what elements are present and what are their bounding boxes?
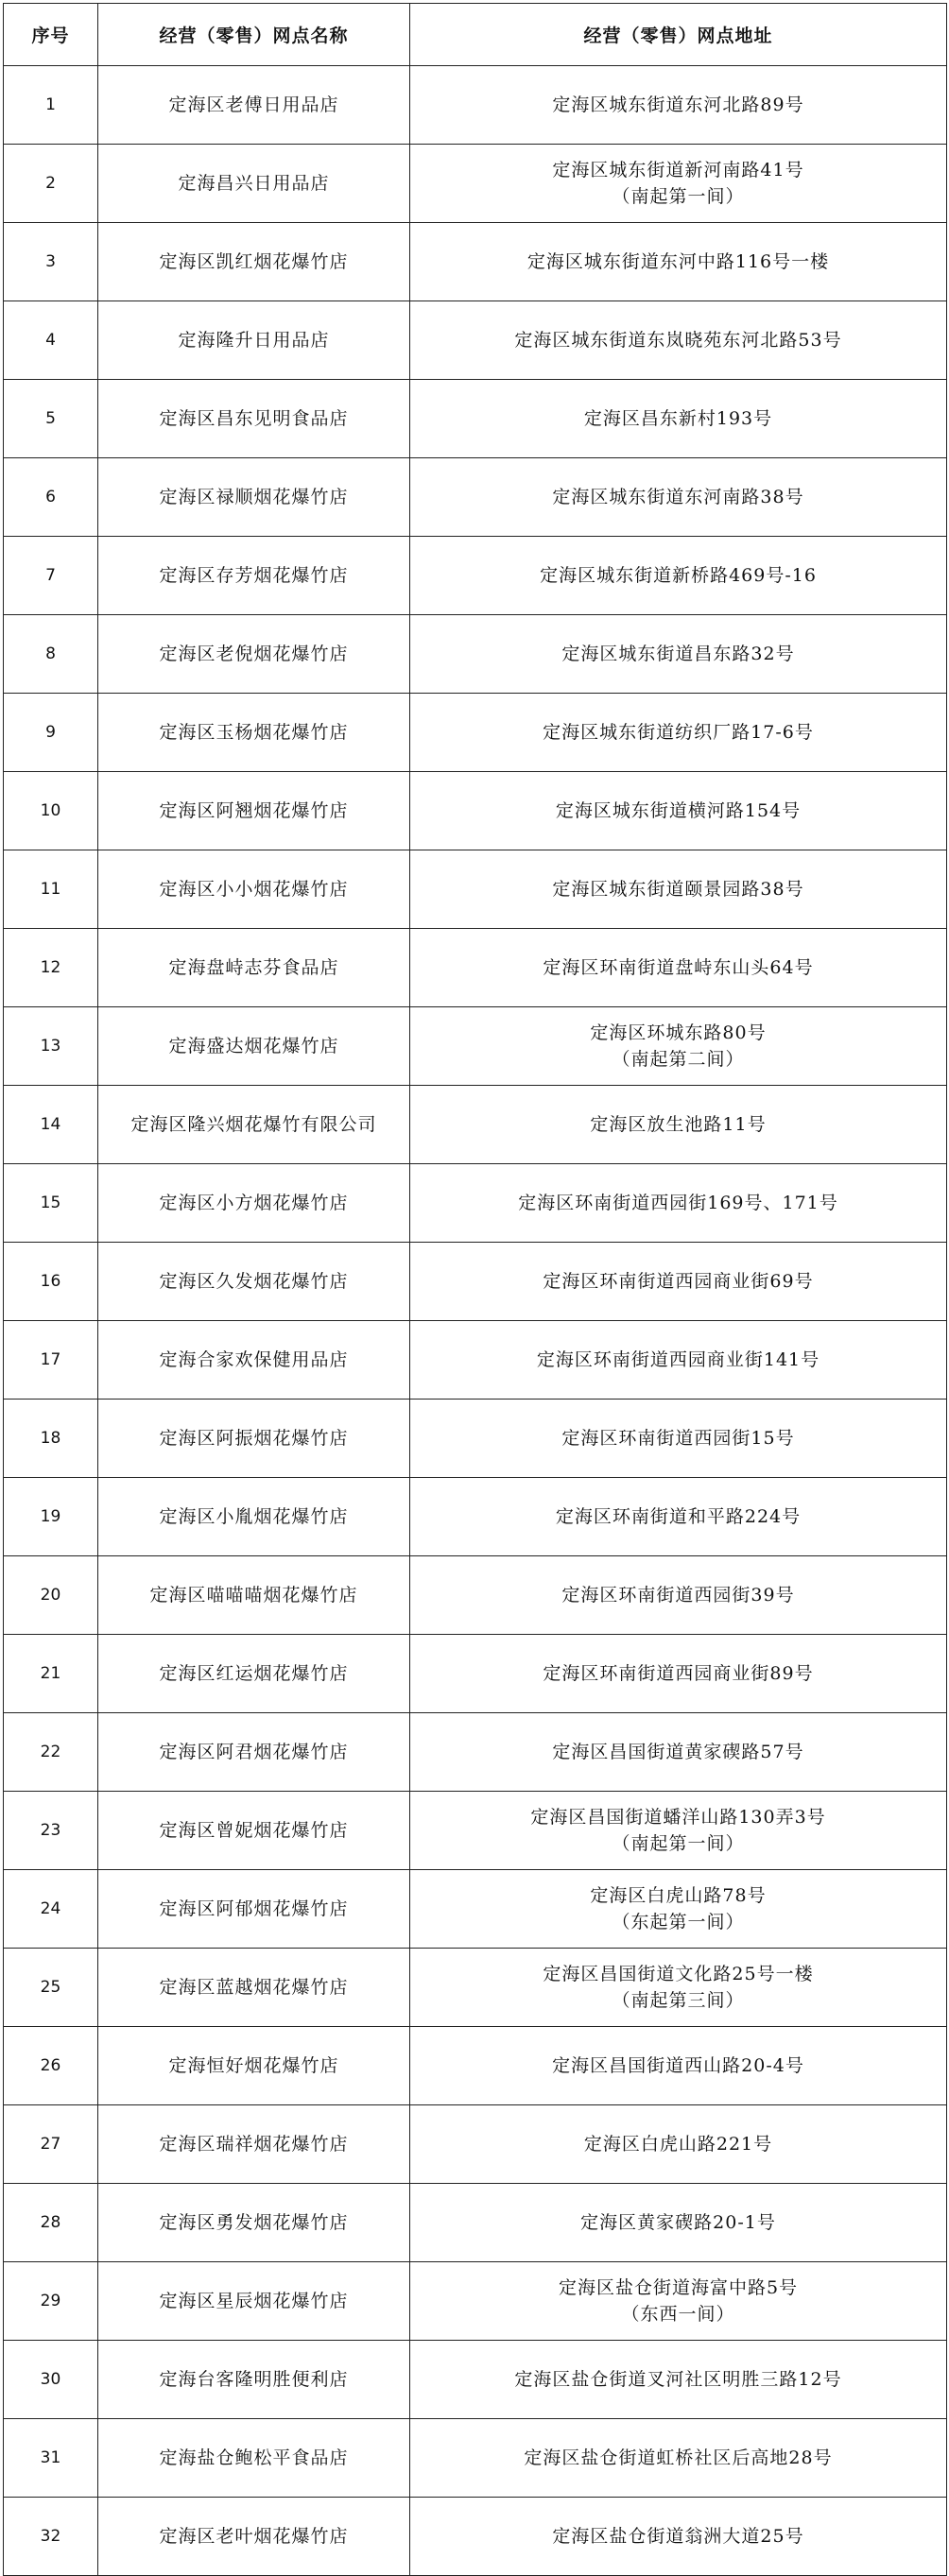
outlet-name: 定海盛达烟花爆竹店 — [98, 1007, 410, 1086]
outlet-address — [410, 380, 947, 458]
row-number: 32 — [4, 2498, 98, 2576]
outlet-address — [410, 1792, 947, 1870]
outlet-address — [410, 66, 947, 145]
table-row — [4, 458, 947, 537]
address-line: 定海区昌国街道黄家碶路57号 — [552, 1742, 804, 1762]
table-row — [4, 1949, 947, 2027]
table-row — [4, 772, 947, 850]
outlet-name: 定海合家欢保健用品店 — [98, 1321, 410, 1400]
address-line: 定海区放生池路11号 — [590, 1114, 767, 1135]
table-row — [4, 2027, 947, 2105]
outlet-name: 定海区阿翘烟花爆竹店 — [98, 772, 410, 850]
outlet-address — [410, 1086, 947, 1164]
table-row — [4, 380, 947, 458]
outlet-address — [410, 1949, 947, 2027]
address-line: 定海区昌国街道蟠洋山路130弄3号 — [530, 1807, 826, 1828]
outlet-address — [410, 2184, 947, 2262]
table-row — [4, 145, 947, 223]
address-line: 定海区城东街道横河路154号 — [555, 800, 802, 821]
row-number: 24 — [4, 1870, 98, 1949]
address-line: 定海区环南街道盘峙东山头64号 — [543, 957, 814, 978]
outlet-name: 定海区存芳烟花爆竹店 — [98, 537, 410, 615]
retail-outlet-table — [3, 3, 947, 2576]
outlet-address — [410, 2027, 947, 2105]
row-number: 7 — [4, 537, 98, 615]
address-note: （南起第一间） — [612, 1833, 745, 1854]
address-line: 定海区黄家碶路20-1号 — [580, 2212, 776, 2233]
outlet-address — [410, 1164, 947, 1243]
row-number: 27 — [4, 2105, 98, 2184]
address-line: 定海区环南街道西园商业街69号 — [543, 1271, 814, 1292]
address-line: 定海区昌东新村193号 — [583, 408, 773, 429]
table-row — [4, 2262, 947, 2341]
row-number: 25 — [4, 1949, 98, 2027]
outlet-address — [410, 694, 947, 772]
outlet-name: 定海盘峙志芬食品店 — [98, 929, 410, 1007]
address-line: 定海区盐仓街道叉河社区明胜三路12号 — [514, 2369, 842, 2390]
outlet-address — [410, 301, 947, 380]
table-row — [4, 2419, 947, 2498]
outlet-address — [410, 145, 947, 223]
outlet-address — [410, 2498, 947, 2576]
outlet-name: 定海区蓝越烟花爆竹店 — [98, 1949, 410, 2027]
row-number: 6 — [4, 458, 98, 537]
table-row — [4, 1007, 947, 1086]
outlet-name: 定海区阿郁烟花爆竹店 — [98, 1870, 410, 1949]
row-number: 29 — [4, 2262, 98, 2341]
table-row — [4, 1400, 947, 1478]
table-row — [4, 1556, 947, 1635]
outlet-address — [410, 2419, 947, 2498]
table-body — [4, 66, 947, 2576]
outlet-name: 定海区小小烟花爆竹店 — [98, 850, 410, 929]
table-row — [4, 1635, 947, 1713]
row-number: 30 — [4, 2341, 98, 2419]
address-note: （东起第一间） — [612, 1912, 745, 1932]
table-row — [4, 1870, 947, 1949]
table-row — [4, 694, 947, 772]
outlet-address — [410, 2262, 947, 2341]
address-line: 定海区城东街道新桥路469号-16 — [540, 565, 817, 586]
address-line: 定海区城东街道东岚晓苑东河北路53号 — [514, 330, 842, 351]
outlet-address — [410, 1478, 947, 1556]
row-number: 28 — [4, 2184, 98, 2262]
address-line: 定海区盐仓街道虹桥社区后高地28号 — [524, 2447, 833, 2468]
table-row — [4, 2105, 947, 2184]
row-number: 23 — [4, 1792, 98, 1870]
table-row — [4, 1243, 947, 1321]
outlet-address — [410, 929, 947, 1007]
header-outlet-name: 经营（零售）网点名称 — [98, 4, 410, 66]
outlet-address — [410, 1556, 947, 1635]
row-number: 2 — [4, 145, 98, 223]
outlet-address — [410, 1713, 947, 1792]
address-line: 定海区环南街道西园商业街141号 — [536, 1349, 820, 1370]
outlet-address — [410, 458, 947, 537]
address-line: 定海区昌国街道文化路25号一楼 — [543, 1964, 814, 1984]
outlet-address — [410, 223, 947, 301]
table-row — [4, 1478, 947, 1556]
address-line: 定海区城东街道昌东路32号 — [561, 644, 795, 664]
table-row — [4, 66, 947, 145]
row-number: 13 — [4, 1007, 98, 1086]
table-row — [4, 2341, 947, 2419]
outlet-address — [410, 1243, 947, 1321]
outlet-name: 定海区昌东见明食品店 — [98, 380, 410, 458]
outlet-address — [410, 2341, 947, 2419]
table-row — [4, 850, 947, 929]
outlet-name: 定海昌兴日用品店 — [98, 145, 410, 223]
header-row — [4, 4, 947, 66]
table-row — [4, 615, 947, 694]
outlet-address — [410, 1400, 947, 1478]
row-number: 4 — [4, 301, 98, 380]
outlet-address — [410, 1870, 947, 1949]
address-line: 定海区城东街道东河中路116号一楼 — [526, 251, 830, 272]
outlet-name: 定海恒好烟花爆竹店 — [98, 2027, 410, 2105]
outlet-name: 定海区阿君烟花爆竹店 — [98, 1713, 410, 1792]
row-number: 10 — [4, 772, 98, 850]
table-row — [4, 1713, 947, 1792]
outlet-name: 定海隆升日用品店 — [98, 301, 410, 380]
outlet-address — [410, 1321, 947, 1400]
outlet-name: 定海区玉杨烟花爆竹店 — [98, 694, 410, 772]
address-line: 定海区白虎山路221号 — [583, 2134, 773, 2155]
outlet-address — [410, 1007, 947, 1086]
address-line: 定海区城东街道纺织厂路17-6号 — [543, 722, 814, 743]
row-number: 16 — [4, 1243, 98, 1321]
row-number: 20 — [4, 1556, 98, 1635]
row-number: 17 — [4, 1321, 98, 1400]
outlet-name: 定海区喵喵喵烟花爆竹店 — [98, 1556, 410, 1635]
outlet-name: 定海区久发烟花爆竹店 — [98, 1243, 410, 1321]
table-row — [4, 301, 947, 380]
row-number: 18 — [4, 1400, 98, 1478]
row-number: 8 — [4, 615, 98, 694]
row-number: 14 — [4, 1086, 98, 1164]
table-row — [4, 537, 947, 615]
address-line: 定海区环南街道西园商业街89号 — [543, 1663, 814, 1684]
row-number: 5 — [4, 380, 98, 458]
table-row — [4, 223, 947, 301]
address-line: 定海区环南街道和平路224号 — [555, 1506, 802, 1527]
outlet-name: 定海区隆兴烟花爆竹有限公司 — [98, 1086, 410, 1164]
retail-outlet-table-sheet — [3, 3, 946, 2571]
address-line: 定海区城东街道颐景园路38号 — [552, 879, 804, 900]
row-number: 11 — [4, 850, 98, 929]
table-row — [4, 1792, 947, 1870]
outlet-name: 定海区老叶烟花爆竹店 — [98, 2498, 410, 2576]
outlet-address — [410, 2105, 947, 2184]
outlet-name: 定海区小胤烟花爆竹店 — [98, 1478, 410, 1556]
row-number: 26 — [4, 2027, 98, 2105]
table-header — [4, 4, 947, 66]
outlet-name: 定海区凯红烟花爆竹店 — [98, 223, 410, 301]
outlet-address — [410, 772, 947, 850]
outlet-name: 定海盐仓鲍松平食品店 — [98, 2419, 410, 2498]
address-line: 定海区昌国街道西山路20-4号 — [552, 2055, 804, 2076]
row-number: 1 — [4, 66, 98, 145]
table-row — [4, 1164, 947, 1243]
table-row — [4, 2498, 947, 2576]
header-outlet-address: 经营（零售）网点地址 — [410, 4, 947, 66]
outlet-name: 定海区星辰烟花爆竹店 — [98, 2262, 410, 2341]
outlet-name: 定海区勇发烟花爆竹店 — [98, 2184, 410, 2262]
outlet-name: 定海区阿振烟花爆竹店 — [98, 1400, 410, 1478]
row-number: 22 — [4, 1713, 98, 1792]
address-line: 定海区环南街道西园街15号 — [561, 1428, 795, 1449]
address-line: 定海区城东街道东河南路38号 — [552, 487, 804, 507]
address-note: （南起第三间） — [612, 1990, 745, 2011]
row-number: 9 — [4, 694, 98, 772]
address-note: （南起第一间） — [612, 186, 745, 207]
outlet-name: 定海区老倪烟花爆竹店 — [98, 615, 410, 694]
outlet-name: 定海台客隆明胜便利店 — [98, 2341, 410, 2419]
outlet-name: 定海区禄顺烟花爆竹店 — [98, 458, 410, 537]
row-number: 12 — [4, 929, 98, 1007]
outlet-address — [410, 537, 947, 615]
outlet-name: 定海区小方烟花爆竹店 — [98, 1164, 410, 1243]
outlet-name: 定海区瑞祥烟花爆竹店 — [98, 2105, 410, 2184]
table-row — [4, 2184, 947, 2262]
row-number: 3 — [4, 223, 98, 301]
address-line: 定海区城东街道东河北路89号 — [552, 94, 804, 115]
outlet-address — [410, 850, 947, 929]
address-line: 定海区城东街道新河南路41号 — [552, 160, 804, 180]
address-line: 定海区盐仓街道翁洲大道25号 — [552, 2526, 804, 2547]
address-line: 定海区白虎山路78号 — [590, 1885, 767, 1906]
outlet-name: 定海区红运烟花爆竹店 — [98, 1635, 410, 1713]
outlet-name: 定海区曾妮烟花爆竹店 — [98, 1792, 410, 1870]
row-number: 21 — [4, 1635, 98, 1713]
address-line: 定海区环南街道西园街39号 — [561, 1585, 795, 1606]
table-row — [4, 1086, 947, 1164]
row-number: 19 — [4, 1478, 98, 1556]
row-number: 15 — [4, 1164, 98, 1243]
address-line: 定海区盐仓街道海富中路5号 — [558, 2277, 799, 2298]
outlet-name: 定海区老傅日用品店 — [98, 66, 410, 145]
table-row — [4, 1321, 947, 1400]
address-note: （东西一间） — [621, 2304, 735, 2325]
header-number: 序号 — [4, 4, 98, 66]
outlet-address — [410, 615, 947, 694]
table-row — [4, 929, 947, 1007]
row-number: 31 — [4, 2419, 98, 2498]
address-line: 定海区环城东路80号 — [590, 1022, 767, 1043]
outlet-address — [410, 1635, 947, 1713]
address-line: 定海区环南街道西园街169号、171号 — [518, 1193, 838, 1213]
address-note: （南起第二间） — [612, 1049, 745, 1070]
